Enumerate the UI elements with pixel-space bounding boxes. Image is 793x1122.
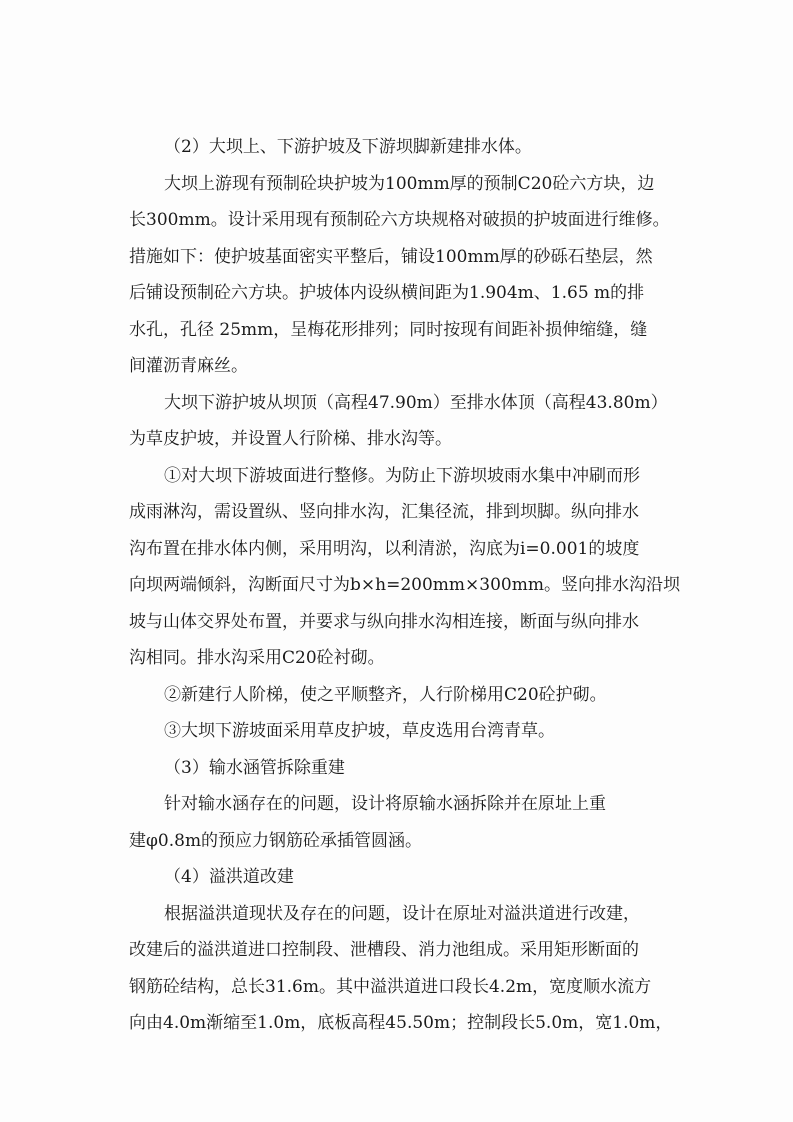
paragraph-line: 沟布置在排水体内侧，采用明沟，以利清淤，沟底为i=0.001的坡度 xyxy=(129,539,640,559)
paragraph-line: 长300mm。设计采用现有预制砼六方块规格对破损的护坡面进行维修。 xyxy=(129,210,670,230)
paragraph-line: 坡与山体交界处布置，并要求与纵向排水沟相连接，断面与纵向排水 xyxy=(129,612,639,632)
paragraph-line: ③大坝下游坡面采用草皮护坡，草皮选用台湾青草。 xyxy=(164,721,555,741)
paragraph-line: 根据溢洪道现状及存在的问题，设计在原址对溢洪道进行改建， xyxy=(164,904,640,924)
paragraph-line: 大坝下游护坡从坝顶（高程47.90m）至排水体顶（高程43.80m） xyxy=(164,393,668,413)
paragraph-line: 后铺设预制砼六方块。护坡体内设纵横间距为1.904m、1.65 m的排 xyxy=(129,283,645,303)
paragraph-line: 向坝两端倾斜，沟断面尺寸为b×h=200mm×300mm。竖向排水沟沿坝 xyxy=(129,575,680,595)
paragraph-line: ②新建行人阶梯，使之平顺整齐，人行阶梯用C20砼护砌。 xyxy=(164,685,607,705)
paragraph-line: 钢筋砼结构，总长31.6m。其中溢洪道进口段长4.2m，宽度顺水流方 xyxy=(129,977,652,997)
paragraph-line: 大坝上游现有预制砼块护坡为100mm厚的预制C20砼六方块，边 xyxy=(164,174,655,194)
heading-4: （4）溢洪道改建 xyxy=(164,867,294,887)
paragraph-line: 成雨淋沟，需设置纵、竖向排水沟，汇集径流，排到坝脚。纵向排水 xyxy=(129,502,639,522)
paragraph-line: 向由4.0m渐缩至1.0m，底板高程45.50m；控制段长5.0m，宽1.0m， xyxy=(129,1013,673,1033)
paragraph-line: 针对输水涵存在的问题，设计将原输水涵拆除并在原址上重 xyxy=(164,794,606,814)
paragraph-line: 为草皮护坡，并设置人行阶梯、排水沟等。 xyxy=(129,429,452,449)
paragraph-line: 建φ0.8m的预应力钢筋砼承插管圆涵。 xyxy=(129,831,423,851)
paragraph-line: ①对大坝下游坡面进行整修。为防止下游坝坡雨水集中冲刷而形 xyxy=(164,466,640,486)
paragraph-line: 改建后的溢洪道进口控制段、泄槽段、消力池组成。采用矩形断面的 xyxy=(129,940,639,960)
heading-3: （3）输水涵管拆除重建 xyxy=(164,758,345,778)
paragraph-line: 间灌沥青麻丝。 xyxy=(129,356,248,376)
heading-2: （2）大坝上、下游护坡及下游坝脚新建排水体。 xyxy=(164,137,532,157)
paragraph-line: 沟相同。排水沟采用C20砼衬砌。 xyxy=(129,648,385,668)
paragraph-line: 措施如下：使护坡基面密实平整后，铺设100mm厚的砂砾石垫层，然 xyxy=(129,247,653,267)
paragraph-line: 水孔，孔径 25mm，呈梅花形排列；同时按现有间距补损伸缩缝，缝 xyxy=(129,320,648,340)
